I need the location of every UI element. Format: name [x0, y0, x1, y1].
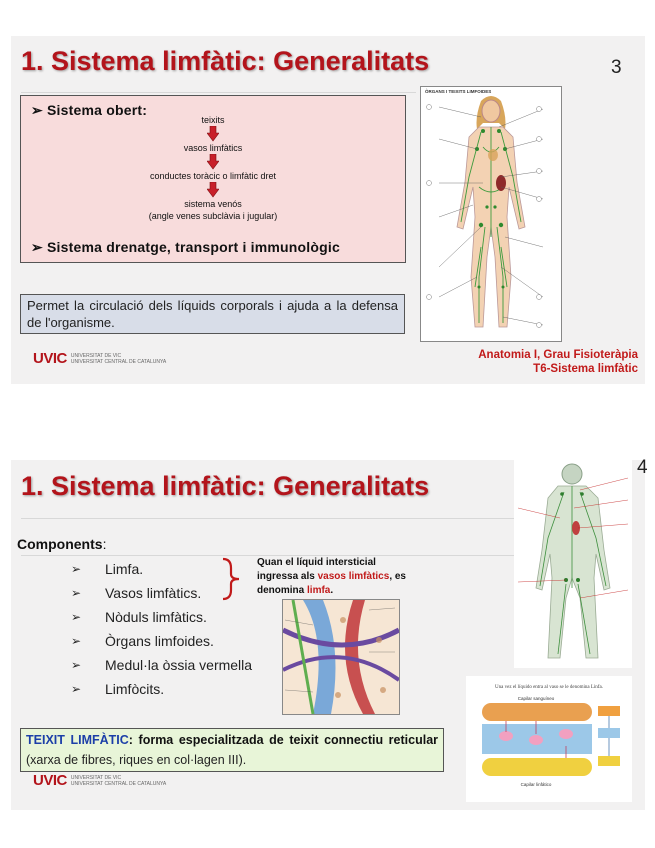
drainage-heading: ➢ Sistema drenatge, transport i immunològic [31, 239, 340, 255]
flow-step-detail: (angle venes subclàvia i jugular) [148, 211, 278, 221]
course-credit [478, 348, 638, 376]
down-arrow-icon [207, 126, 219, 142]
blood-lymph-vessels-illustration [283, 600, 399, 714]
list-item: ➢ Medul·la òssia vermella [71, 657, 253, 673]
slide-4 [11, 457, 648, 810]
uvic-logo [33, 772, 166, 789]
flow-step: teixits [201, 115, 225, 125]
human-lymph-body-illustration [421, 87, 561, 341]
uvic-logo [33, 350, 166, 367]
lymphoid-tissue-definition: TEIXIT LIMFÀTIC: forma especialitzada de teixit connectiu reticular (xarxa de fibres, riques en col·lagen III). [20, 728, 444, 772]
logo-mark: UVIC [33, 350, 67, 367]
list-item: ➢ Limfòcits. [71, 681, 165, 697]
title-divider [21, 518, 518, 519]
curly-brace-icon [221, 556, 251, 602]
page-number: 4 [637, 457, 648, 478]
flow-step: sistema venós [184, 199, 242, 209]
title-divider [21, 92, 416, 93]
flow-step: vasos limfàtics [183, 143, 243, 153]
human-lymph-system-illustration [514, 458, 632, 668]
description-box: Permet la circulació dels líquids corporals i ajuda a la defensa de l'organisme. [20, 294, 405, 334]
slide-3 [11, 36, 645, 384]
page-number: 3 [611, 57, 622, 78]
lymphoid-organs-figure [420, 86, 562, 342]
list-item: ➢ Òrgans limfoides. [71, 633, 214, 649]
arrow-bullet-icon: ➢ [71, 562, 82, 576]
logo-text: UNIVERSITAT DE VIC UNIVERSITAT CENTRAL DE CATALUNYA [70, 352, 167, 365]
system-open-box [20, 95, 406, 263]
capillary-lymph-figure [466, 676, 632, 802]
arrow-bullet-icon: ➢ [71, 682, 82, 696]
list-item: ➢ Limfa. [71, 561, 144, 577]
arrow-bullet-icon: ➢ [71, 610, 82, 624]
arrow-bullet-icon: ➢ [71, 586, 82, 600]
lymph-definition-note: Quan el líquid intersticial ingressa als vasos limfàtics, es denomina limfa. [257, 557, 406, 596]
capillary-exchange-illustration [466, 676, 632, 802]
slide-title: 1. Sistema limfàtic: Generalitats [21, 471, 430, 501]
arrow-bullet-icon: ➢ [71, 634, 82, 648]
vessels-tissue-figure [282, 599, 400, 715]
open-system-heading: ➢ Sistema obert: [31, 102, 148, 118]
svg-text:Capilar sanguíneo: Capilar sanguíneo [517, 696, 555, 701]
components-heading: Components: [17, 536, 107, 552]
slide-title: 1. Sistema limfàtic: Generalitats [21, 46, 430, 76]
logo-mark: UVIC [33, 772, 67, 789]
down-arrow-icon [207, 182, 219, 198]
credit-line-1: Anatomia I, Grau Fisioteràpia [478, 349, 638, 361]
credit-line-2: T6-Sistema limfàtic [533, 363, 638, 375]
flow-diagram [21, 114, 405, 222]
list-item: ➢ Vasos limfàtics. [71, 585, 202, 601]
arrow-bullet-icon: ➢ [71, 658, 82, 672]
svg-text:ÒRGANS I TEIXITS LIMFOIDES: ÒRGANS I TEIXITS LIMFOIDES [425, 89, 492, 94]
down-arrow-icon [207, 154, 219, 170]
list-item: ➢ Nòduls limfàtics. [71, 609, 207, 625]
flow-step: conductes toràcic o limfàtic dret [149, 171, 277, 181]
logo-text: UNIVERSITAT DE VIC UNIVERSITAT CENTRAL DE CATALUNYA [70, 774, 167, 787]
svg-text:Capilar linfático: Capilar linfático [520, 782, 552, 787]
lymphatic-system-body-figure [514, 458, 632, 668]
svg-text:Una vez el líquido entra al va: Una vez el líquido entra al vaso se le denomina Linfa. [495, 685, 603, 690]
